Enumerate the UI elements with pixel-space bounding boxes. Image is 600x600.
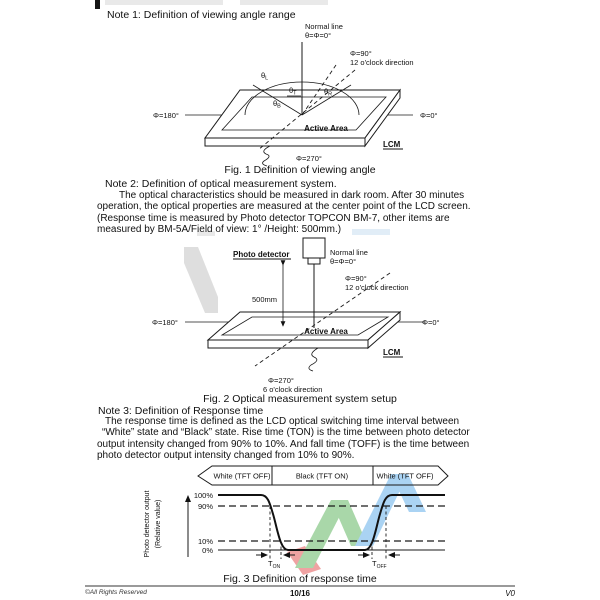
- fig1-theta-t-label: $\theta_T$: [289, 86, 297, 97]
- fig3-tick-100: 100%: [193, 491, 213, 500]
- fig2-photo-detector-base: [308, 258, 320, 264]
- color-logo-watermark: [287, 471, 426, 575]
- fig2-caption: Fig. 2 Optical measurement system setup: [203, 393, 397, 405]
- fig2-phi180-label: Φ=180°: [152, 318, 178, 327]
- footer-copyright: ©All Rights Reserved: [85, 589, 147, 596]
- note3-line: “White” state and “Black” state. Rise time (TON) is the time between photo detector: [102, 427, 470, 439]
- fig2-phi0-label: Φ=0°: [422, 318, 440, 327]
- fig2-normal-angle-label: θ=Φ=0°: [330, 257, 357, 266]
- fig2-lcm-label: LCM: [383, 348, 401, 357]
- note3-line: output intensity changed from 90% to 10%. And fall time (TOFF) is the time between: [97, 438, 470, 450]
- page-footer: [85, 585, 515, 598]
- fig1-theta-r-label: $\theta_R$: [324, 87, 333, 98]
- note2-line: (Response time is measured by Photo detector TOPCON BM-7, other items are: [97, 212, 450, 224]
- fig1-normal-angle-label: θ=Φ=0°: [305, 31, 332, 40]
- fig1-lcm-label: LCM: [383, 140, 401, 149]
- faded-header-artifact: [240, 0, 328, 5]
- note3-line: photo detector output intensity changed from 10% to 90%.: [97, 449, 355, 461]
- fig1-caption: Fig. 1 Definition of viewing angle: [224, 164, 376, 176]
- fig3-response-time-chart: [135, 462, 475, 582]
- grey-logo-watermark: [184, 247, 218, 313]
- faded-header-artifact: [105, 0, 223, 5]
- fig3-tick-10: 10%: [197, 537, 213, 546]
- fig3-state-black-label: Black (TFT ON): [295, 471, 349, 481]
- fig1-phi90-label: Φ=90°: [350, 49, 372, 58]
- fig2-photo-detector-box: [303, 238, 325, 258]
- fig1-phi180-label: Φ=180°: [153, 111, 179, 120]
- fig3-tick-0: 0%: [202, 546, 213, 555]
- fig1-phi0-label: Φ=0°: [420, 111, 438, 120]
- note2-paragraph: [97, 190, 517, 235]
- fig1-viewing-angle-diagram: [140, 20, 480, 168]
- fig1-12oclock-label: 12 o'clock direction: [350, 58, 414, 67]
- fig2-500mm-label: 500mm: [251, 295, 277, 304]
- fig1-theta-b-label: $\theta_B$: [273, 99, 281, 110]
- fig1-phi270-label: Φ=270°: [296, 154, 322, 163]
- fig1-squiggle: [263, 146, 270, 166]
- fig1-normal-line-label: Normal line: [305, 22, 343, 31]
- fig3-caption: Fig. 3 Definition of response time: [223, 573, 377, 585]
- scan-mark: [95, 0, 100, 9]
- fig2-measurement-setup-diagram: [140, 233, 480, 403]
- fig3-tick-90: 90%: [197, 502, 213, 511]
- fig3-y-axis-label-line2: (Relative value): [155, 499, 162, 549]
- fig2-active-area-label: Active Area: [304, 327, 348, 336]
- note3-title: Note 3: Definition of Response time: [98, 405, 264, 417]
- note3-paragraph: [97, 416, 517, 461]
- note2-line: The optical characteristics should be measured in dark room. After 30 minutes: [119, 190, 465, 201]
- fig2-12oclock-label: 12 o'clock direction: [345, 283, 409, 292]
- footer-version: V0: [505, 589, 515, 598]
- fig3-state-white1-label: White (TFT OFF): [213, 471, 271, 481]
- fig1-active-area-label: Active Area: [304, 124, 348, 133]
- fig2-lcm-front-face: [208, 340, 368, 348]
- fig1-theta-l-label: $\theta_L$: [261, 71, 269, 82]
- fig2-6oclock-label: 6 o'clock direction: [263, 385, 323, 394]
- fig2-photo-detector-label: Photo detector: [233, 250, 290, 259]
- note3-line: The response time is defined as the LCD optical switching time interval between: [105, 416, 460, 427]
- note2-title: Note 2: Definition of optical measurement system.: [105, 178, 337, 190]
- fig2-normal-line-label: Normal line: [330, 248, 368, 257]
- note2-line: measured by BM-5A/Field of view: 1° /Height: 500mm.): [97, 223, 342, 235]
- fig3-ton-label: $T_{ON}$: [268, 559, 281, 570]
- note2-line: operation, the optical properties are measured at the center point of the LCD screen.: [97, 201, 471, 213]
- note1-title: Note 1: Definition of viewing angle range: [107, 9, 296, 21]
- fig2-squiggle: [309, 348, 318, 371]
- fig2-phi90-label: Φ=90°: [345, 274, 367, 283]
- fig2-phi270-label: Φ=270°: [268, 376, 294, 385]
- fig3-toff-label: $T_{OFF}$: [372, 559, 387, 570]
- fig1-lcm-front-face: [205, 138, 365, 146]
- footer-page-number: 10/16: [289, 589, 310, 598]
- fig3-y-axis-label-line1: Photo detector output: [144, 490, 151, 558]
- fig3-state-white2-label: White (TFT OFF): [376, 471, 434, 481]
